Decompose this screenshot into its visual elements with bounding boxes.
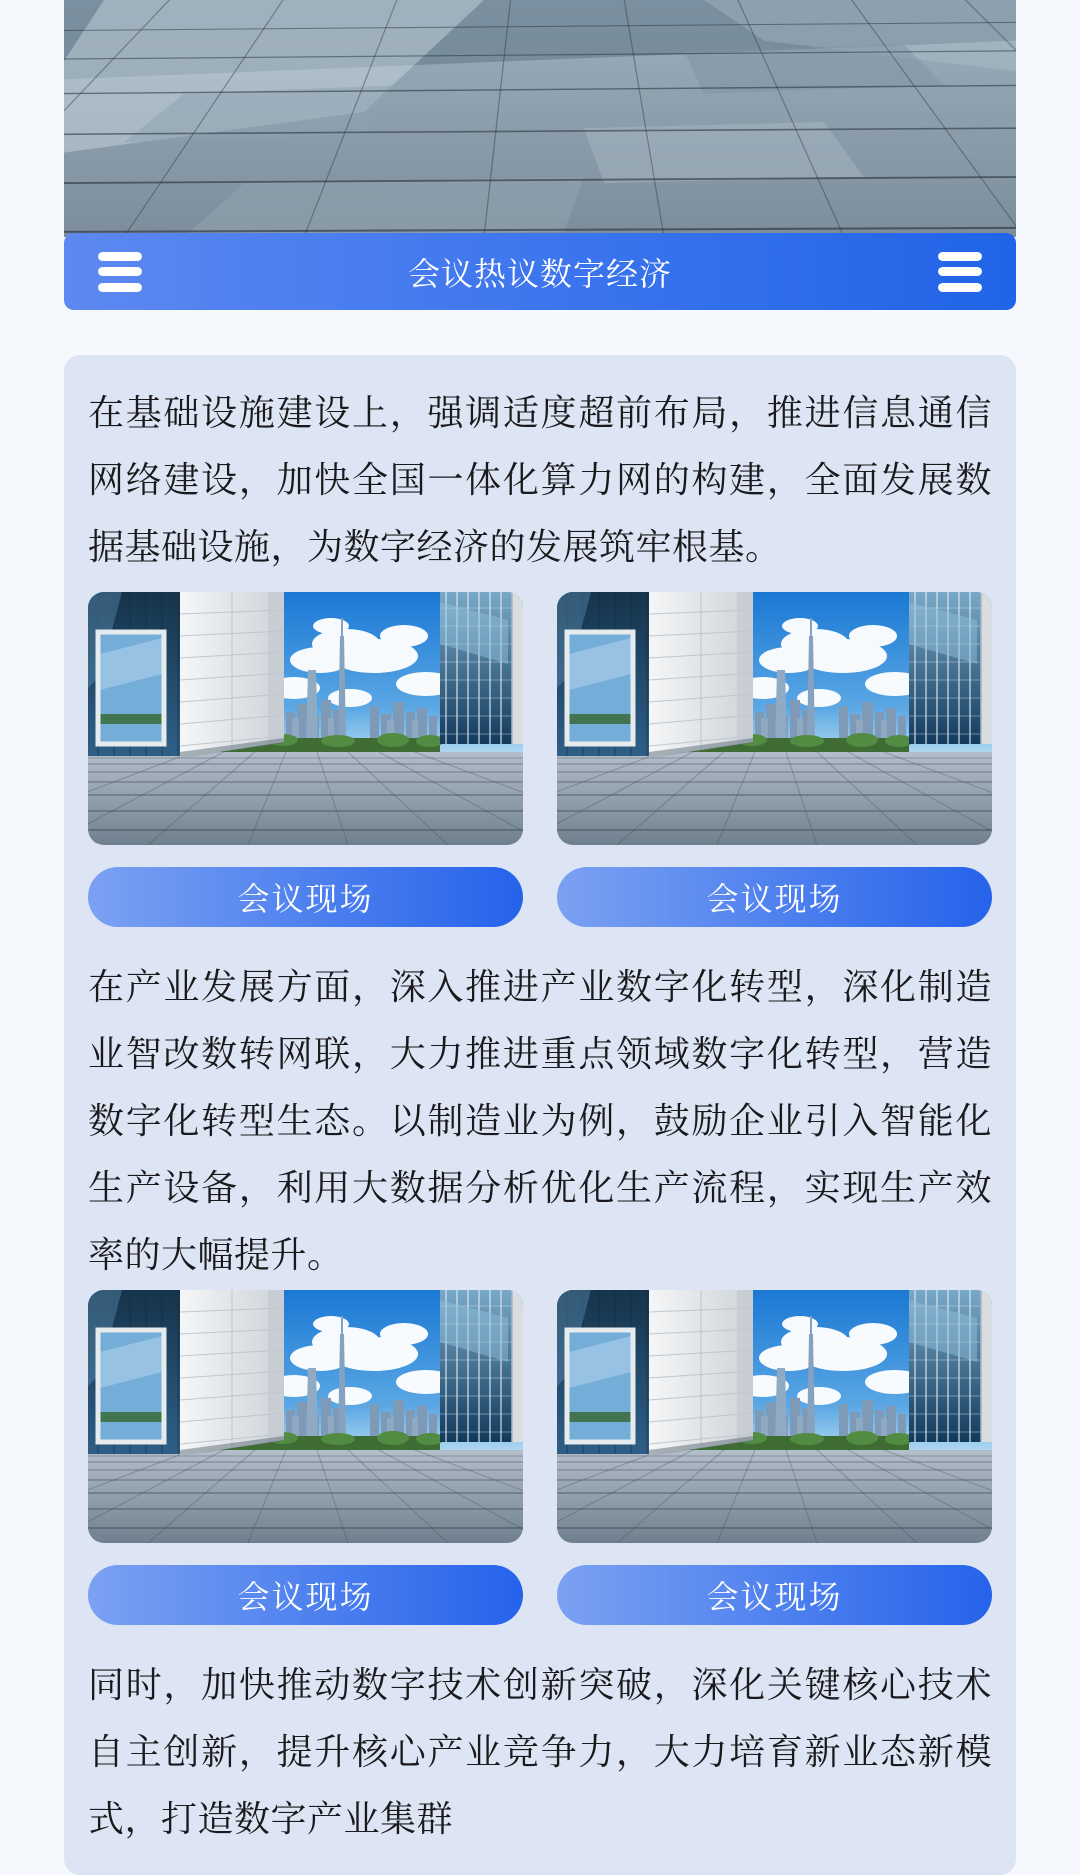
page-title: 会议热议数字经济 [407,255,672,292]
gallery-photo-1 [88,592,523,845]
paragraph-infrastructure: 在基础设施建设上，强调适度超前布局，推进信息通信网络建设，加快全国一体化算力网的构建，全面发展数据基础设施，为数字经济的发展筑牢根基。 [88,392,992,567]
meeting-scene-button-3[interactable]: 会议现场 [88,1565,523,1625]
plaza-photo-art [88,592,523,845]
meeting-scene-button-1[interactable]: 会议现场 [88,867,523,927]
plaza-photo-art [557,1290,992,1543]
meeting-scene-button-2[interactable]: 会议现场 [557,867,992,927]
pavement-photo-art [64,0,1016,237]
paragraph-industry: 在产业发展方面，深入推进产业数字化转型，深化制造业智改数转网联，大力推进重点领域数字化转型，营造数字化转型生态。以制造业为例，鼓励企业引入智能化生产设备，利用大数据分析优化生产流程，实现生产效率的大幅提升。 [88,966,992,1275]
caption-button-row-2 [88,1565,992,1625]
article-card [64,355,1016,1875]
photo-row-2 [88,1290,992,1543]
navbar [64,233,1016,310]
photo-row-1 [88,592,992,845]
plaza-photo-art [557,592,992,845]
plaza-photo-art [88,1290,523,1543]
page-column [64,0,1016,1875]
meeting-scene-button-4[interactable]: 会议现场 [557,1565,992,1625]
caption-button-row-1 [88,867,992,927]
gallery-photo-2 [557,592,992,845]
banner-photo [64,0,1016,237]
gallery-photo-4 [557,1290,992,1543]
paragraph-innovation: 同时，加快推动数字技术创新突破，深化关键核心技术自主创新，提升核心产业竞争力，大力培育新业态新模式，打造数字产业集群 [88,1664,992,1839]
gallery-photo-3 [88,1290,523,1543]
